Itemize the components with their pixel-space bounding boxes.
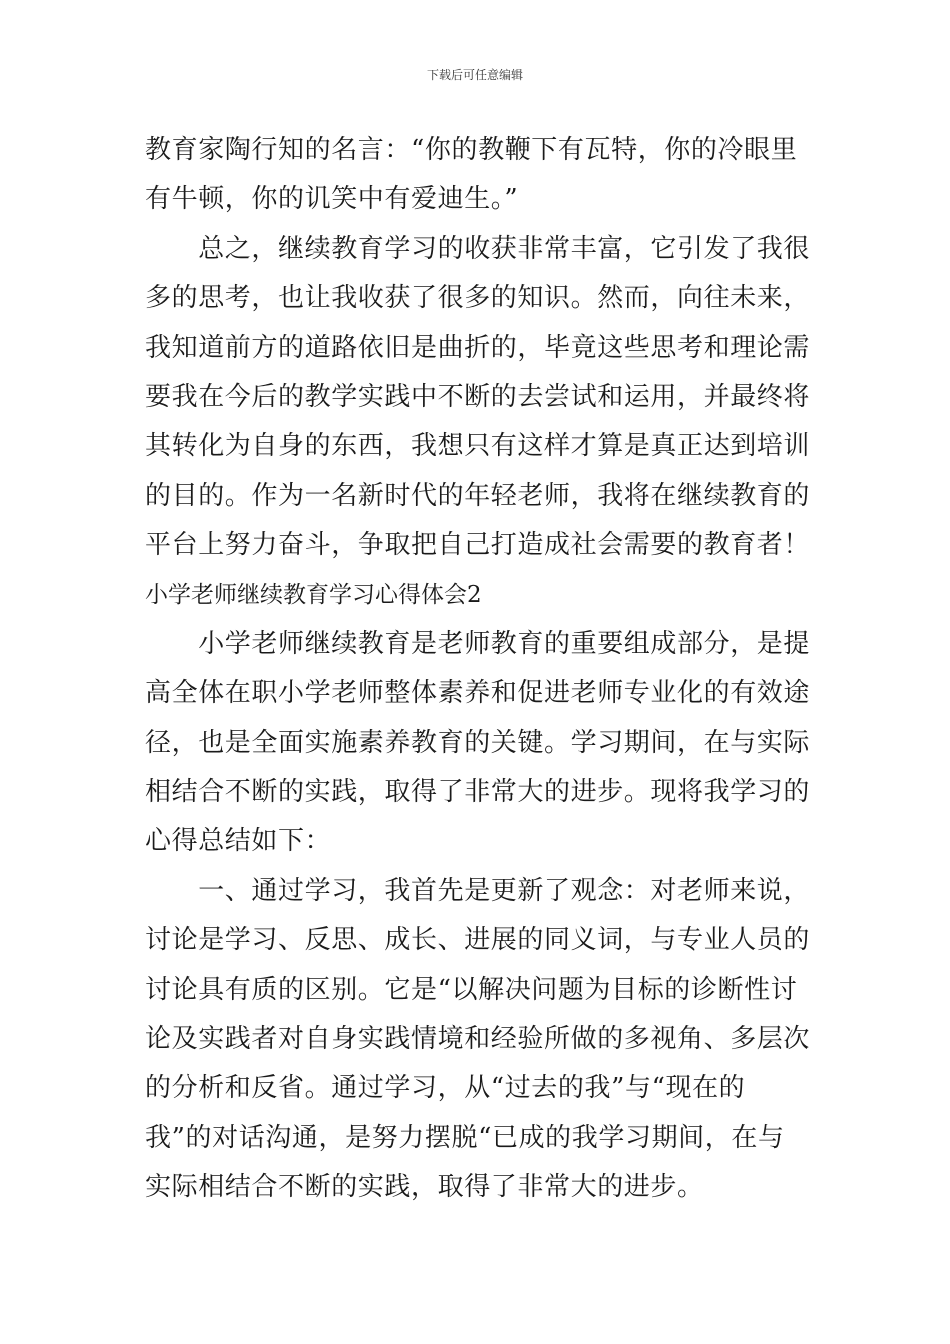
text-line: 多的思考，也让我收获了很多的知识。然而，向往未来， bbox=[145, 283, 811, 314]
text-line: 径，也是全面实施素养教育的关键。学习期间，在与实际 bbox=[145, 727, 811, 758]
text-line: 讨论具有质的区别。它是“以解决问题为目标的诊断性讨 bbox=[145, 974, 798, 1005]
text-line: 有牛顿，你的讥笑中有爱迪生。” bbox=[145, 184, 519, 215]
text-line: 要我在今后的教学实践中不断的去尝试和运用，并最终将 bbox=[145, 381, 811, 412]
text-line: 平台上努力奋斗，争取把自己打造成社会需要的教育者！ bbox=[145, 530, 811, 561]
text-line: 一、通过学习，我首先是更新了观念：对老师来说， bbox=[145, 875, 811, 906]
text-line: 讨论是学习、反思、成长、进展的同义词，与专业人员的 bbox=[145, 925, 811, 956]
text-line: 的目的。作为一名新时代的年轻老师，我将在继续教育的 bbox=[145, 480, 811, 511]
text-line: 其转化为自身的东西，我想只有这样才算是真正达到培训 bbox=[145, 431, 811, 462]
text-line: 心得总结如下： bbox=[145, 826, 332, 857]
text-line: 小学老师继续教育是老师教育的重要组成部分，是提 bbox=[145, 628, 811, 659]
text-line: 我”的对话沟通，是努力摆脱“已成的我学习期间，在与 bbox=[145, 1122, 785, 1153]
text-line: 总之，继续教育学习的收获非常丰富，它引发了我很 bbox=[145, 233, 811, 264]
text-line: 我知道前方的道路依旧是曲折的，毕竟这些思考和理论需 bbox=[145, 332, 811, 363]
section-title: 小学老师继续教育学习心得体会2 bbox=[145, 581, 482, 608]
document-body bbox=[145, 126, 810, 1213]
text-line: 的分析和反省。通过学习，从“过去的我”与“现在的 bbox=[145, 1073, 746, 1104]
text-line: 论及实践者对自身实践情境和经验所做的多视角、多层次 bbox=[145, 1024, 811, 1055]
text-line: 实际相结合不断的实践，取得了非常大的进步。 bbox=[145, 1172, 704, 1203]
text-line: 高全体在职小学老师整体素养和促进老师专业化的有效途 bbox=[145, 678, 811, 709]
text-line: 教育家陶行知的名言：“你的教鞭下有瓦特，你的冷眼里 bbox=[145, 135, 798, 165]
page-header-note: 下载后可任意编辑 bbox=[426, 68, 523, 82]
text-line: 相结合不断的实践，取得了非常大的进步。现将我学习的 bbox=[145, 777, 811, 808]
